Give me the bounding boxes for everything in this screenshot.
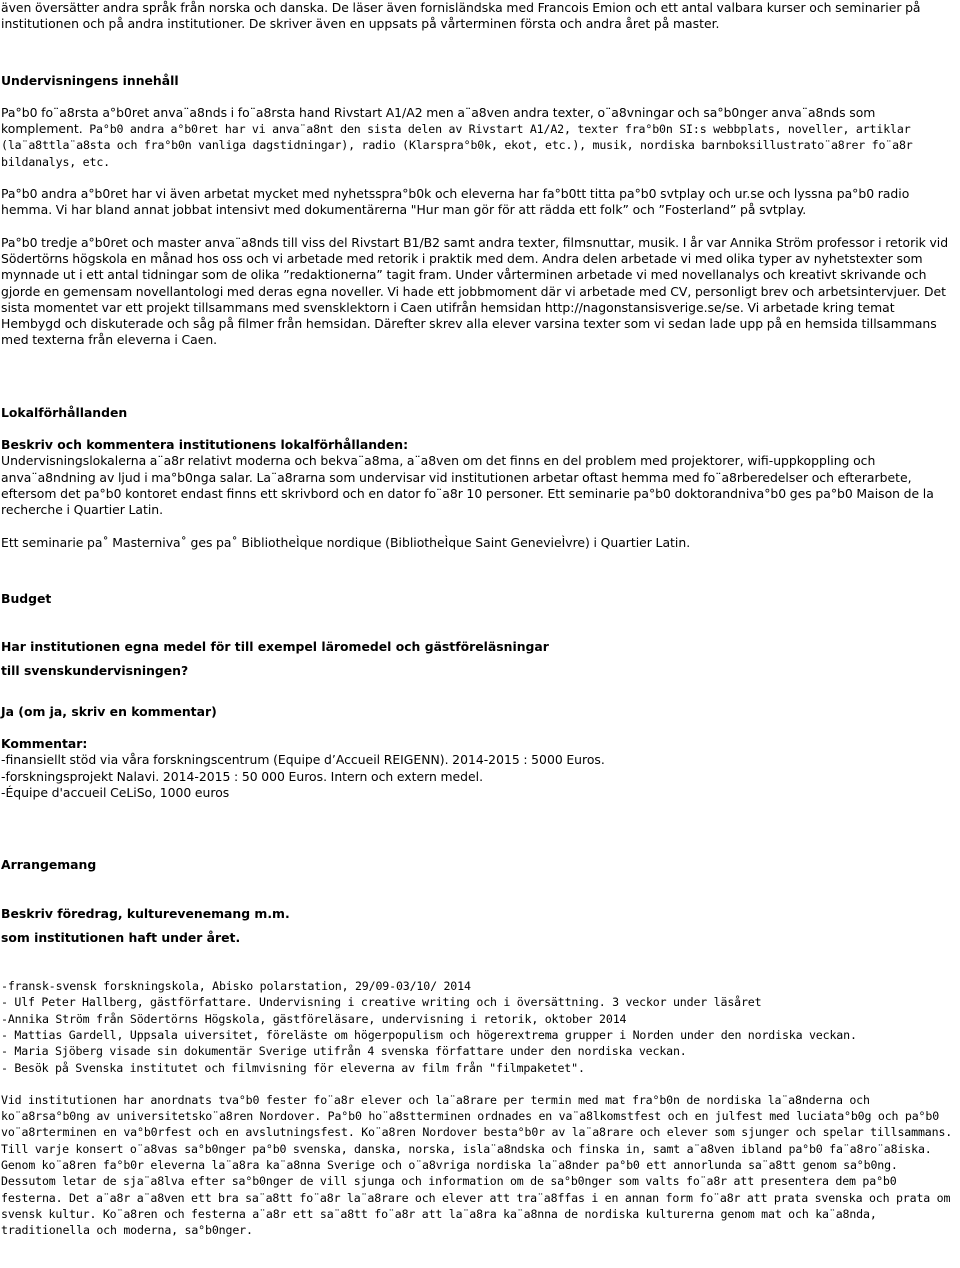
teaching-p1b-text: Pa°b0 andra a°b0ret har vi anva¨a8nt den sista delen av Rivstart A1/A2, texter fra°b0n SI:s webbplats, noveller, artiklar (la¨a8ttla¨a8sta och fra°b0n vanliga dagstidningar), radio (Klarspra°b0k, ekot, etc.), musik, nordiska barnboksillustrato¨a8rer fo¨a8r bildanalys, etc.: [1, 122, 913, 169]
budget-item: -Équipe d'accueil CeLiSo, 1000 euros: [1, 784, 230, 800]
event-item: - Mattias Gardell, Uppsala uiversitet, föreläste om högerpopulism och högerextrema grupper i Norden under den nordiska veckan.: [1, 1027, 857, 1042]
section-heading-teaching: Undervisningens innehåll: [1, 72, 179, 88]
teaching-paragraph-1: [1, 105, 956, 170]
spacer: [1, 421, 956, 437]
budget-question-line-2: till svenskundervisningen?: [1, 663, 189, 679]
budget-answer: Ja (om ja, skriv en kommentar): [1, 703, 217, 719]
spacer: [1, 922, 956, 930]
spacer: [1, 946, 956, 978]
spacer: [1, 801, 956, 857]
section-heading-premises: Lokalförhållanden: [1, 404, 128, 420]
teaching-paragraph-2: Pa°b0 andra a°b0ret har vi även arbetat mycket med nyhetsspra°b0k och eleverna har fa°b0tt titta pa°b0 svtplay och ur.se och lyssna pa°b0 radio hemma. Vi har bland annat jobbat intensivt med dokumentärerna "Hur man gör för att rädda ett folk” och ”Fosterland” på svtplay.: [1, 186, 910, 218]
spacer: [1, 170, 956, 186]
spacer: [1, 33, 956, 73]
spacer: [1, 219, 956, 235]
event-item: - Maria Sjöberg visade sin dokumentär Sverige utifrån 4 svenska författare under den nordiska veckan.: [1, 1044, 687, 1059]
budget-question-line-1: Har institutionen egna medel för till exempel läromedel och gästföreläsningar: [1, 639, 549, 655]
spacer: [1, 607, 956, 639]
events-question-line-1: Beskriv föredrag, kulturevenemang m.m.: [1, 905, 290, 921]
intro-paragraph: även översätter andra språk från norska och danska. De läser även fornisländska med Francois Emion och ett antal valbara kurser och seminarier på institutionen och på andra institutioner. De skriver även en uppsats på vårterminen första och andra året på master.: [1, 0, 921, 32]
teaching-p1-text: Pa°b0 fo¨a8rsta a°b0ret anva¨a8nds i fo¨a8rsta hand Rivstart A1/A2 men a¨a8ven andra texter, o¨a8vningar och sa°b0nger anva¨a8nds som komplement.: [1, 104, 876, 137]
spacer: [1, 349, 956, 405]
event-item: - Ulf Peter Hallberg, gästförfattare. Undervisning i creative writing och i översättning. 3 veckor under läsåret: [1, 995, 762, 1010]
spacer: [1, 1076, 956, 1092]
event-item: -Annika Ström från Södertörns Högskola, gästföreläsare, undervisning i retorik, oktober 2014: [1, 1011, 627, 1026]
spacer: [1, 874, 956, 906]
section-heading-events: Arrangemang: [1, 857, 97, 873]
events-question-line-2: som institutionen haft under året.: [1, 929, 241, 945]
spacer: [1, 89, 956, 105]
budget-item: -finansiellt stöd via våra forskningscentrum (Equipe d’Accueil REIGENN). 2014-2015 : 5000 Euros.: [1, 752, 605, 768]
teaching-paragraph-3: Pa°b0 tredje a°b0ret och master anva¨a8nds till viss del Rivstart B1/B2 samt andra texter, filmsnuttar, musik. I år var Annika Ström professor i retorik vid Södertörns högskola en månad hos oss och vi arbetade med retorik i praktik med dem. Andra delen arbetade vi med olika typer av nyhetstexter som mynnade ut i ett antal tidningar som de olika ”redaktionerna” tagit fram. Under vårterminen arbetade vi med novellanalys och kreativt skrivande och gjorde en gemensam novellantologi med deras egna noveller. Vi hade ett jobbmoment där vi arbetade med CV, personligt brev och arbetsintervjuer. Det sista momentet var ett projekt tillsammans med svensklektorn i Caen utifrån hemsidan http://nagonstansisverige.se/se. Vi arbetade kring temat Hembygd och diskuterade och såg på filmer från hemsidan. Därefter skrev alla elever varsina texter som vi sedan lade upp på en hemsida tillsammans med texterna från eleverna i Caen.: [1, 234, 949, 348]
spacer: [1, 551, 956, 591]
spacer: [1, 720, 956, 736]
spacer: [1, 519, 956, 535]
premises-paragraph-2: Ett seminarie pa˚ Masterniva˚ ges pa˚ BibliotheÌque nordique (BibliotheÌque Saint GenevieÌvre) i Quartier Latin.: [1, 534, 691, 550]
premises-question: Beskriv och kommentera institutionens lokalförhållanden:: [1, 437, 409, 453]
budget-item: -forskningsprojekt Nalavi. 2014-2015 : 50 000 Euros. Intern och extern medel.: [1, 768, 484, 784]
events-paragraph: Vid institutionen har anordnats tva°b0 fester fo¨a8r elever och la¨a8rare per termin med mat fra°b0n de nordiska la¨a8nderna och ko¨a8rsa°b0ng av universitetsko¨a8ren Nordover. Pa°b0 ho¨a8stterminen ordnades en va¨a8lkomstfest och en julfest med luciata°b0g och pa°b0 vo¨a8rterminen en va°b0rfest och en avslutningsfest. Ko¨a8ren Nordover besta°b0r av la¨a8rare och elever som sjunger och spelar tillsammans. Till varje konsert o¨a8vas sa°b0nger pa°b0 svenska, danska, norska, isla¨a8ndska och finska in, samt a¨a8ven ibland pa°b0 fa¨a8ro¨a8iska. Genom ko¨a8ren fa°b0r eleverna la¨a8ra ka¨a8nna Sverige och o¨a8vriga nordiska la¨a8nder pa°b0 ett annorlunda sa¨a8tt genom sa°b0ng. Dessutom letar de sja¨a8lva efter sa°b0nger de vill sjunga och information om de sa°b0nger som valts fo¨a8r att presentera dem pa°b0 festerna. Det a¨a8r a¨a8ven ett bra sa¨a8tt fo¨a8r la¨a8rare och elever att tra¨a8ffas i en annan form fo¨a8r att prata svenska och prata om svensk kultur. Ko¨a8ren och festerna a¨a8r ett sa¨a8tt fo¨a8r att la¨a8ra ka¨a8nna de nordiska kulturerna genom mat och ka¨a8nda, traditionella och moderna, sa°b0nger.: [1, 1092, 953, 1238]
budget-comment-label: Kommentar:: [1, 736, 88, 752]
event-item: - Besök på Svenska institutet och filmvisning för eleverna av film från "filmpaketet".: [1, 1060, 585, 1075]
spacer: [1, 680, 956, 704]
spacer: [1, 655, 956, 663]
event-item: -fransk-svensk forskningskola, Abisko polarstation, 29/09-03/10/ 2014: [1, 979, 471, 994]
section-heading-budget: Budget: [1, 590, 52, 606]
premises-paragraph-1: Undervisningslokalerna a¨a8r relativt moderna och bekva¨a8ma, a¨a8ven om det finns en del problem med projektorer, wifi-uppkoppling och anva¨a8ndning av ljud i ma°b0nga salar. La¨a8rarna som undervisar vid institutionen arbetar oftast hemma med fo¨a8rberedelser och efterarbete, eftersom det pa°b0 kontoret endast finns ett skrivbord och en dator fo¨a8r 10 personer. Ett seminarie pa°b0 doktorandniva°b0 ges pa°b0 Maison de la recherche i Quartier Latin.: [1, 453, 934, 518]
